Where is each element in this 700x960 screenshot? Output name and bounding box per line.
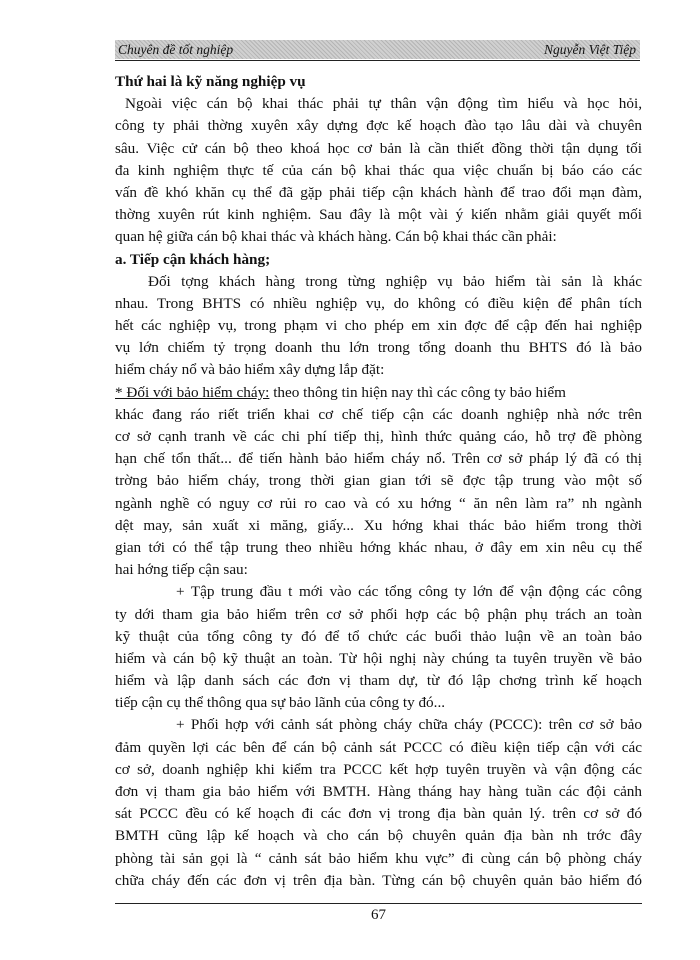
- text-line: khác đang ráo riết triển khai cơ chế tiếp cận các doanh nghiệp nhà nớc trên: [115, 405, 642, 423]
- text-line: dệt may, sản xuất xi măng, giấy... Xu hớng khai thác bảo hiểm trong thời: [115, 516, 642, 534]
- text-line: sâu. Việc cử cán bộ theo khoá học cơ bản là cần thiết đồng thời tận dụng tối: [115, 139, 642, 157]
- text-line: vấn đề khó khăn cụ thể đã gặp phải tiếp cận khách hành để trao đổi mạn đàm,: [115, 183, 642, 201]
- text-line: đơn vị tham gia bảo hiểm với BMTH. Hàng tháng hay hàng tuần các đội cảnh: [115, 783, 642, 800]
- subsection-heading: a. Tiếp cận khách hàng;: [115, 250, 271, 268]
- text-line: cơ sở cạnh tranh về các chi phí tiếp thị, hình thức quảng cáo, hỗ trợ đề phòng: [115, 428, 642, 445]
- text-line: Đối tợng khách hàng trong từng nghiệp vụ bảo hiểm tài sản là khác: [148, 272, 642, 290]
- text-line: ty dới tham gia bảo hiểm trên cơ sở phối hợp các bộ phận phụ trách an toàn: [115, 605, 642, 623]
- text-line: hai hớng tiếp cận sau:: [115, 561, 248, 579]
- text-line: Ngoài việc cán bộ khai thác phải tự thân vận động tìm hiểu và học hỏi,: [125, 95, 642, 113]
- text-line: phòng tài sản gọi là “ cảnh sát bảo hiểm khu vực” đi cùng cán bộ phòng cháy: [115, 849, 642, 867]
- text-line: trờng bảo hiểm cháy, trong thời gian gian tới sẽ đợc tập trung vào một số: [115, 472, 642, 490]
- text-line: gian tới có thể tập trung theo nhiều hớng khác nhau, ở đây em xin nêu cụ thể: [115, 538, 642, 556]
- text-line: BMTH cũng lập kế hoạch và cho cán bộ chuyên quản địa bàn nh trớc đây: [115, 827, 642, 845]
- text-line: [115, 382, 642, 404]
- text-line: hiểm và cán bộ kỹ thuật an toàn. Từ hội nghị này chúng ta tuyên truyền về bảo: [115, 649, 642, 667]
- fire-insurance-label: * Đối với bảo hiểm cháy:: [115, 383, 270, 401]
- section-heading: Thứ hai là kỹ năng nghiệp vụ: [115, 73, 306, 90]
- footer-divider: [115, 903, 642, 904]
- text-line: + Phối hợp với cảnh sát phòng cháy chữa cháy (PCCC): trên cơ sở bảo: [176, 716, 642, 734]
- header-divider: [115, 60, 640, 61]
- text-line: công ty phải thờng xuyên xây dựng đợc kế hoạch đào tạo lâu dài và chuyên: [115, 117, 642, 135]
- text-line: thờng xuyên rút kinh nghiệm. Sau đây là một vài ý kiến nhằm giải quyết mối: [115, 206, 642, 224]
- text-line: tiếp cận cụ thể thông qua sự bảo lãnh của công ty đó...: [115, 694, 446, 712]
- text-line: + Tập trung đầu t mới vào các tổng công ty lớn để vận động các công: [176, 583, 642, 601]
- text-line: cơ sở, doanh nghiệp khi kiểm tra PCCC kết hợp tuyên truyền và vận động các: [115, 760, 642, 778]
- text-line: sát PCCC đều có kế hoạch đi các đơn vị trong địa bàn quản lý. trên cơ sở đó: [115, 805, 642, 823]
- text-line: nhau. Trong BHTS có nhiều nghiệp vụ, do không có điều kiện để phân tích: [115, 294, 642, 312]
- header-author: Nguyễn Việt Tiệp: [544, 42, 636, 57]
- text-line: vụ lớn chiếm tỷ trọng doanh thu lớn trong tổng doanh thu BHTS đó là bảo: [115, 339, 642, 357]
- text-line: đảm quyền lợi các bên để cán bộ cảnh sát PCCC có điều kiện tiếp cận với các: [115, 738, 642, 756]
- page-header: [115, 40, 640, 60]
- paragraph-fire-insurance: [115, 382, 642, 582]
- text-line: hiểm cháy nổ và bảo hiểm xây dựng lắp đặt:: [115, 361, 385, 379]
- text-line: chữa cháy đến các đơn vị trên địa bàn. Từng cán bộ chuyên quản bảo hiểm đó: [115, 871, 642, 889]
- text-line: hạn chế tổn thất... để tiến hành bảo hiểm cháy nổ. Trên cơ sở pháp lý đã có thị: [115, 450, 642, 468]
- text-line: kỹ thuật của tổng công ty đó để tổ chức các buổi thảo luận về an toàn bảo: [115, 627, 642, 645]
- header-document-title: Chuyên đề tốt nghiệp: [118, 42, 234, 57]
- bullet-corporations: [115, 581, 642, 714]
- text-line: hiểm và lập danh sách các đơn vị tham dự, từ đó lập chơng trình kế hoạch: [115, 672, 642, 690]
- text-line: quan hệ giữa cán bộ khai thác và khách hàng. Cán bộ khai thác cần phải:: [115, 228, 557, 246]
- page-number: 67: [371, 907, 386, 923]
- page-body: [115, 71, 642, 892]
- bullet-fire-police: [115, 714, 642, 892]
- fire-insurance-intro: theo thông tin hiện nay thì các công ty bảo hiểm: [269, 383, 566, 401]
- text-line: đa kinh nghiệm thực tế của cán bộ khai thác qua việc chuẩn bị báo cáo các: [115, 161, 642, 179]
- paragraph-intro: [115, 93, 642, 248]
- paragraph-customers: [115, 271, 642, 382]
- text-line: ngành nghề có nguy cơ rủi ro cao và có xu hớng “ ăn nên làm ra” nh ngành: [115, 494, 642, 512]
- text-line: hết các nghiệp vụ, trong phạm vi cho phép em xin đợc để cập đến hai nghiệp: [115, 317, 642, 335]
